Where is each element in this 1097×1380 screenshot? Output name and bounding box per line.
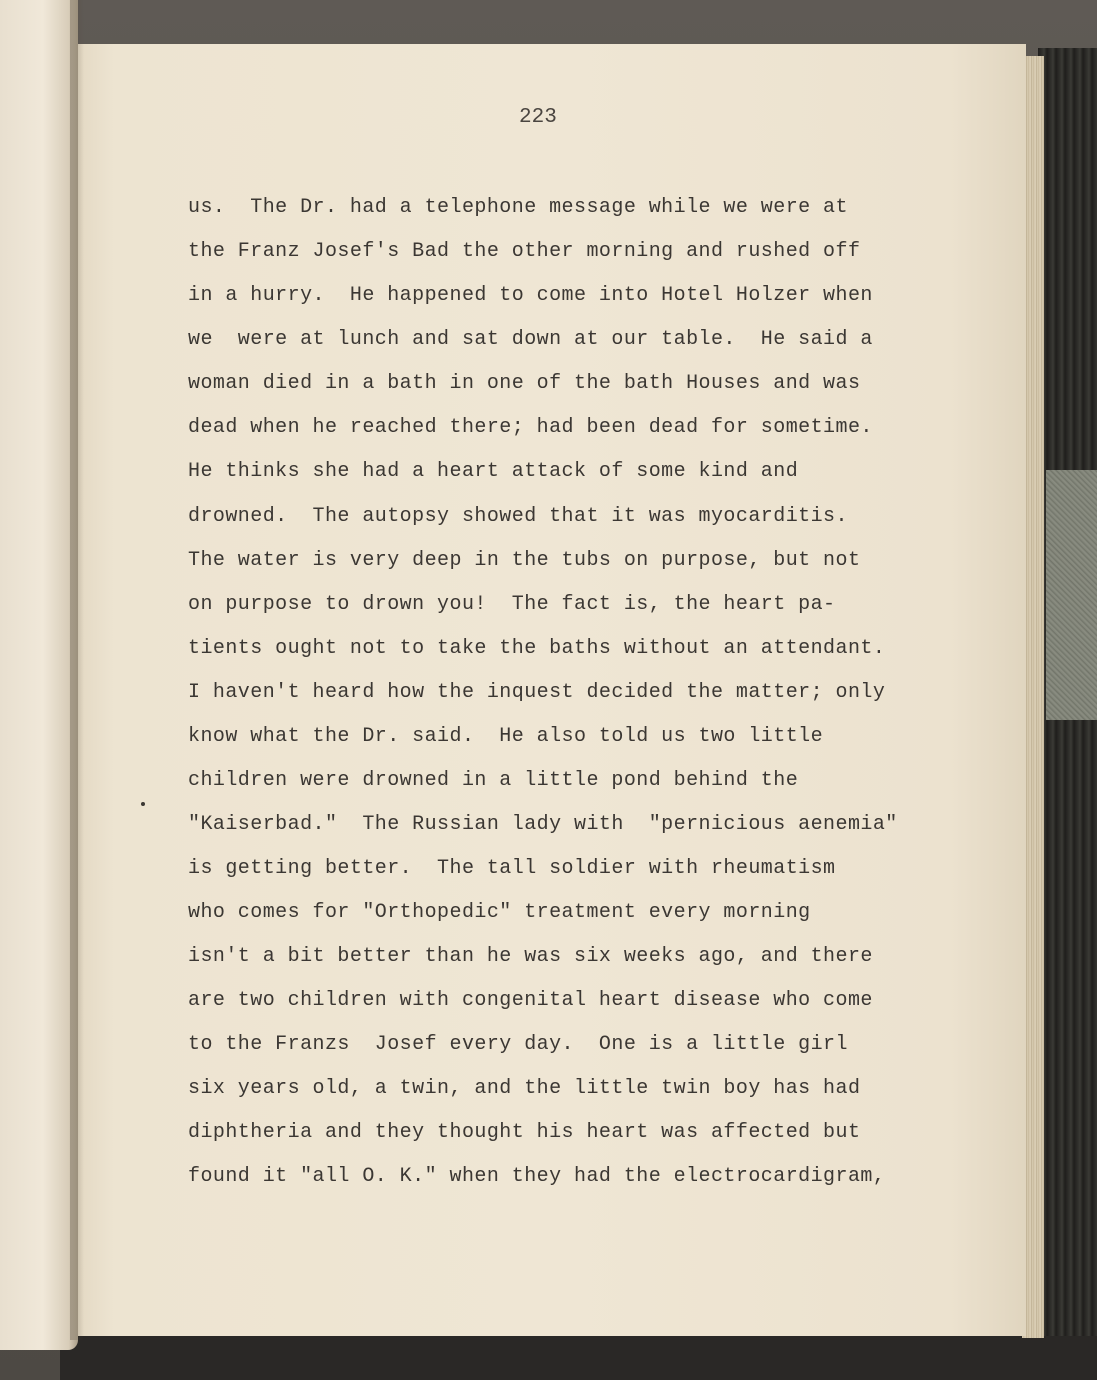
text-line: I haven't heard how the inquest decided the matter; only — [188, 681, 886, 704]
book-cover-edge — [60, 1336, 1097, 1380]
text-line: six years old, a twin, and the little twin boy has had — [188, 1077, 861, 1100]
text-line: the Franz Josef's Bad the other morning and rushed off — [188, 240, 861, 263]
book-cloth-binding — [1046, 470, 1097, 720]
facing-page — [0, 0, 78, 1350]
text-line: tients ought not to take the baths without an attendant. — [188, 637, 886, 660]
text-line: The water is very deep in the tubs on purpose, but not — [188, 549, 861, 572]
text-line: on purpose to drown you! The fact is, the heart pa- — [188, 593, 836, 616]
page-number: 223 — [519, 106, 557, 129]
text-line: are two children with congenital heart disease who come — [188, 989, 873, 1012]
text-line: woman died in a bath in one of the bath Houses and was — [188, 372, 861, 395]
gutter-shadow — [70, 0, 84, 1340]
text-line: children were drowned in a little pond behind the — [188, 769, 799, 792]
text-line: to the Franzs Josef every day. One is a little girl — [188, 1033, 848, 1056]
text-line: in a hurry. He happened to come into Hotel Holzer when — [188, 284, 873, 307]
ink-speck — [141, 802, 145, 806]
text-line: dead when he reached there; had been dead for sometime. — [188, 416, 873, 439]
text-line: "Kaiserbad." The Russian lady with "pernicious aenemia" — [188, 813, 898, 836]
text-line: us. The Dr. had a telephone message while we were at — [188, 196, 848, 219]
text-line: He thinks she had a heart attack of some kind and — [188, 460, 799, 483]
text-line: is getting better. The tall soldier with rheumatism — [188, 857, 836, 880]
text-line: know what the Dr. said. He also told us two little — [188, 725, 824, 748]
text-line: drowned. The autopsy showed that it was myocarditis. — [188, 505, 848, 528]
text-line: isn't a bit better than he was six weeks ago, and there — [188, 945, 873, 968]
text-line: diphtheria and they thought his heart was affected but — [188, 1121, 861, 1144]
text-line: found it "all O. K." when they had the electrocardigram, — [188, 1165, 886, 1188]
text-line: we were at lunch and sat down at our table. He said a — [188, 328, 873, 351]
text-line: who comes for "Orthopedic" treatment every morning — [188, 901, 811, 924]
